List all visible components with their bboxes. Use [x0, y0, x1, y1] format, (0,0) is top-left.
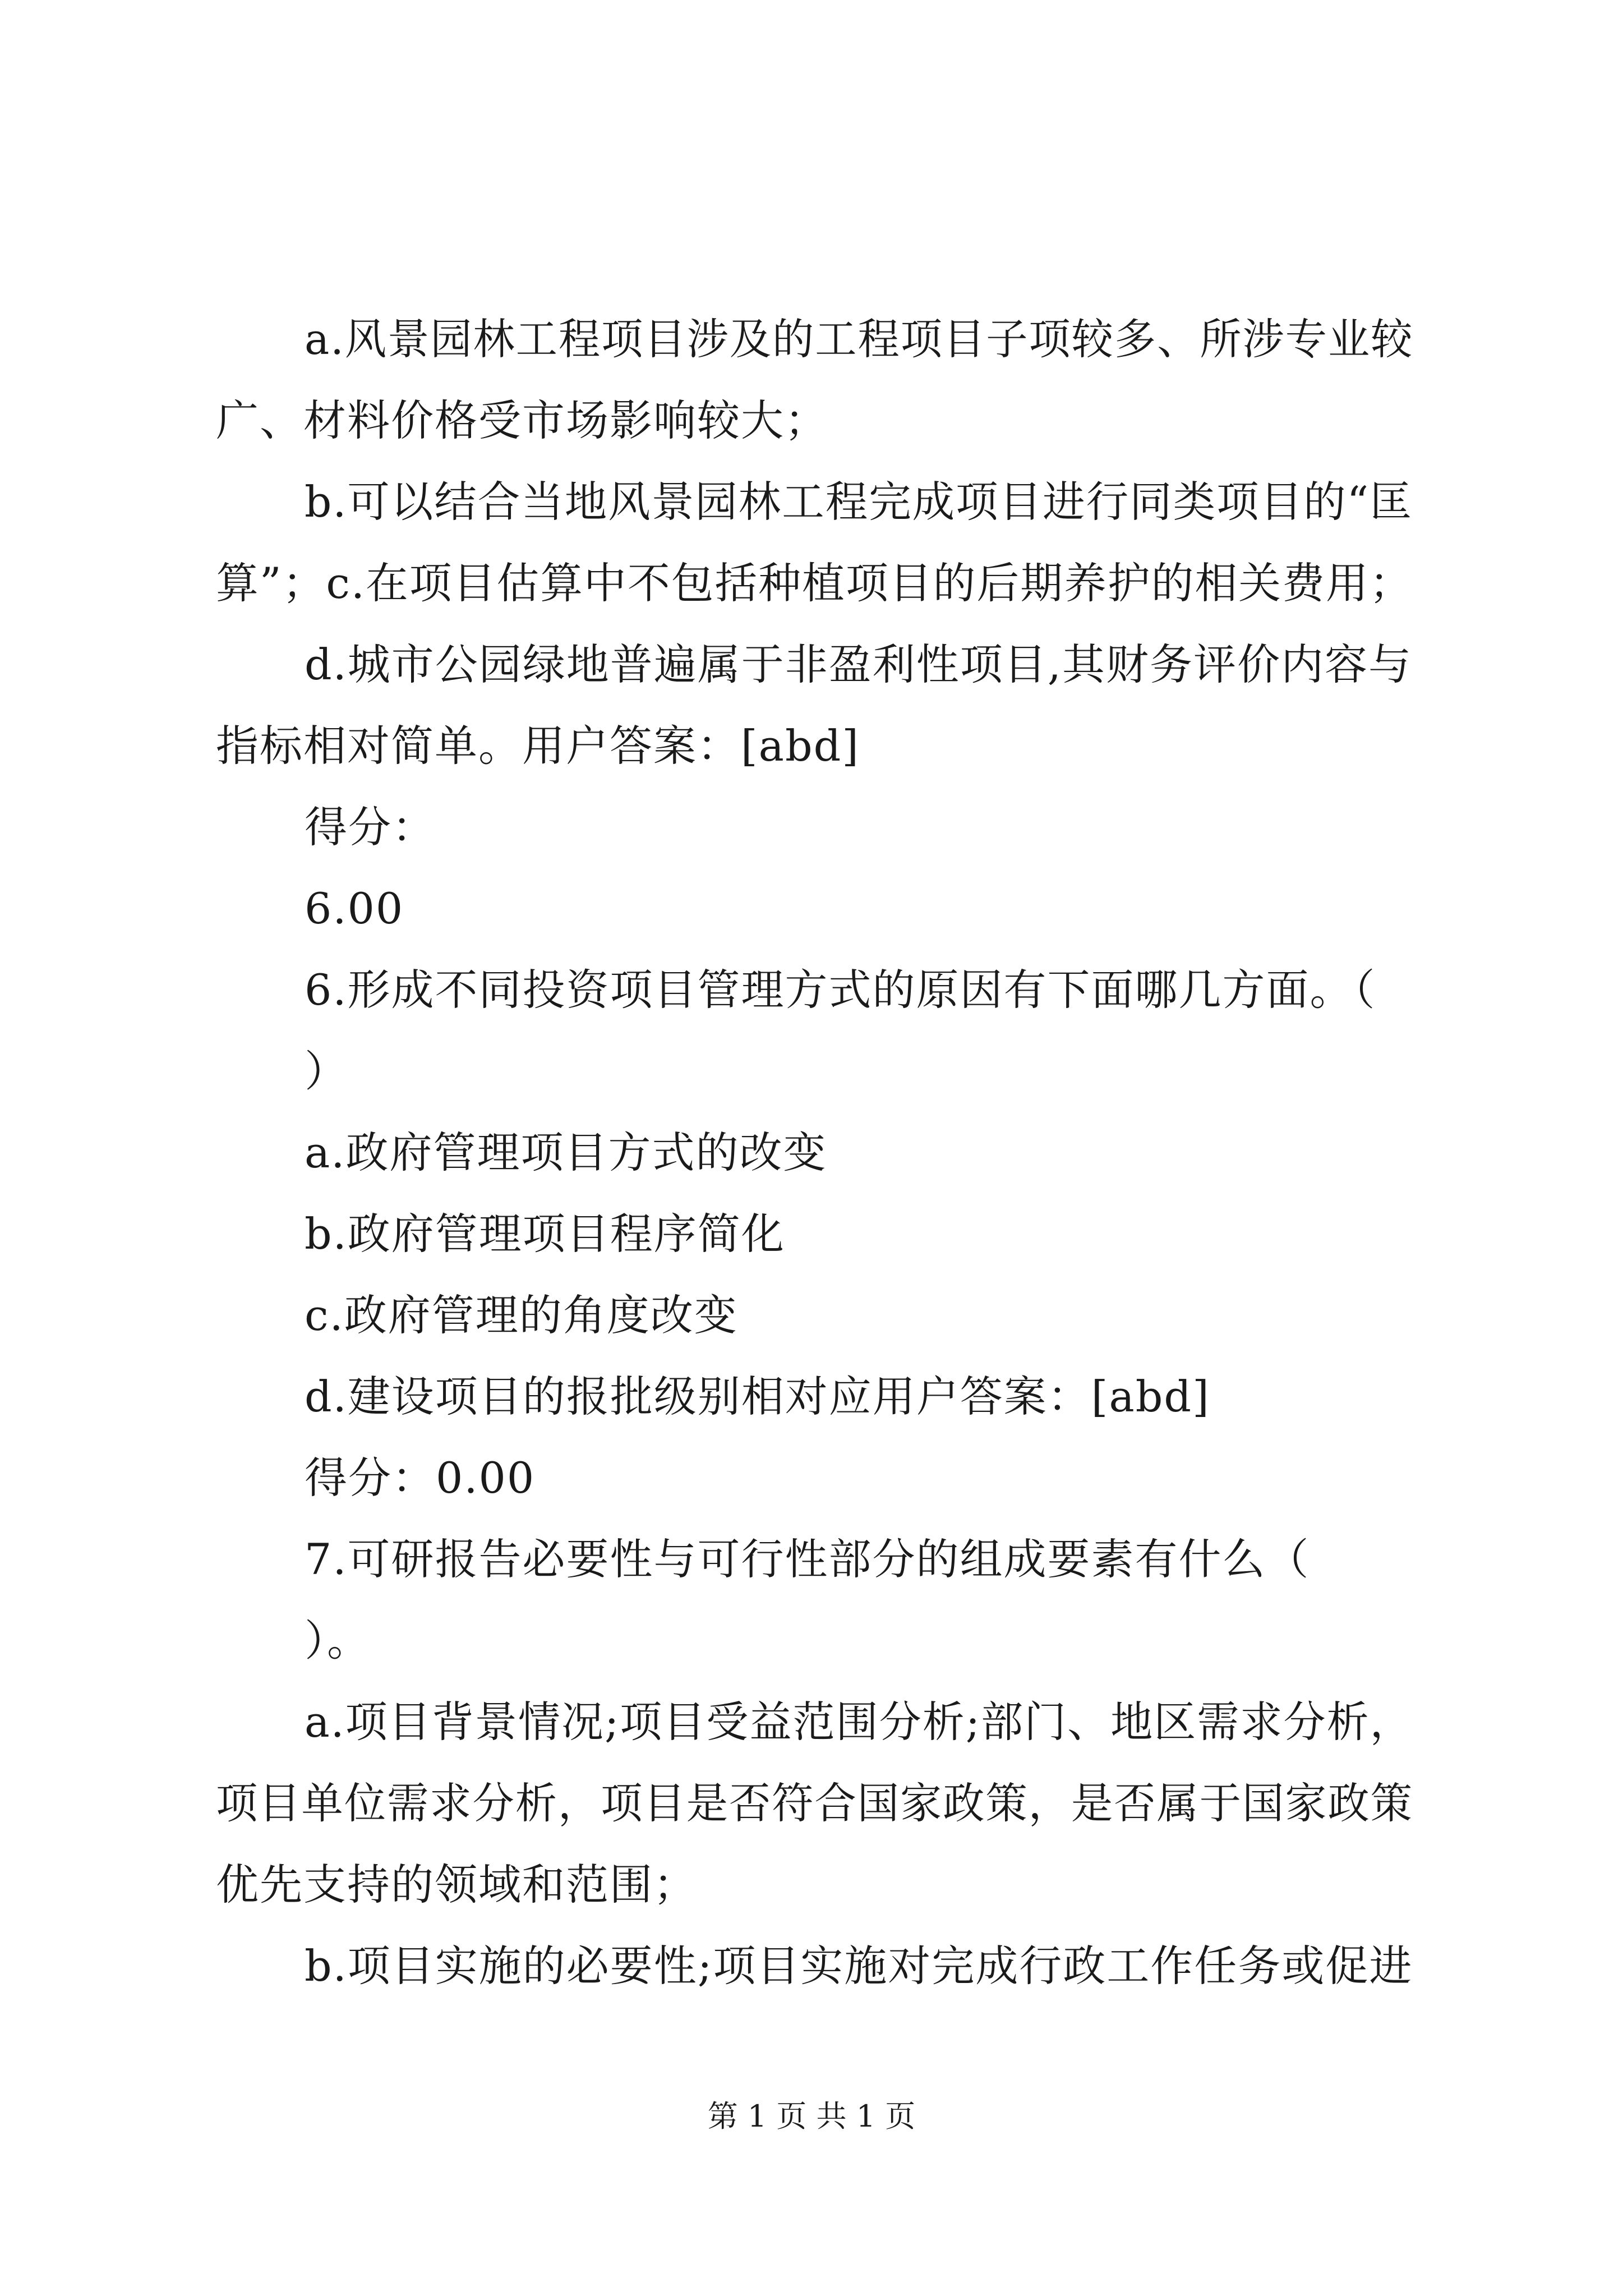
score-line: 得分：0.00 [305, 1453, 536, 1503]
text-line: 算”；c.在项目估算中不包括种植项目的后期养护的相关费用； [216, 558, 1413, 608]
question-7: 7.可研报告必要性与可行性部分的组成要素有什么（ [305, 1534, 1310, 1584]
option-c: c.政府管理的角度改变 [305, 1290, 738, 1340]
text-line: 指标相对简单。用户答案：[abd] [216, 721, 860, 771]
option-b: b.政府管理项目程序简化 [305, 1209, 785, 1259]
text-line: d.城市公园绿地普遍属于非盈利性项目,其财务评价内容与 [305, 639, 1412, 689]
text-line: 6.00 [305, 884, 404, 933]
text-line: 得分： [305, 802, 436, 852]
option-d: d.建设项目的报批级别相对应用户答案：[abd] [305, 1372, 1210, 1421]
text-line: ） [305, 1046, 348, 1096]
option-a: a.政府管理项目方式的改变 [305, 1128, 827, 1177]
question-6: 6.形成不同投资项目管理方式的原因有下面哪几方面。（ [305, 965, 1376, 1015]
option-b: b.项目实施的必要性;项目实施对完成行政工作任务或促进 [305, 1941, 1413, 1991]
text-line: 广、材料价格受市场影响较大； [216, 395, 828, 445]
text-line: 优先支持的领域和范围； [216, 1860, 697, 1910]
option-a: a.项目背景情况;项目受益范围分析;部门、地区需求分析， [305, 1697, 1413, 1747]
text-line: a.风景园林工程项目涉及的工程项目子项较多、所涉专业较 [305, 314, 1414, 364]
page-footer: 第 1 页 共 1 页 [707, 2099, 916, 2134]
text-line: 项目单位需求分析，项目是否符合国家政策，是否属于国家政策 [216, 1778, 1413, 1828]
text-line: b.可以结合当地风景园林工程完成项目进行同类项目的“匡 [305, 477, 1413, 527]
text-line: ）。 [305, 1616, 371, 1665]
